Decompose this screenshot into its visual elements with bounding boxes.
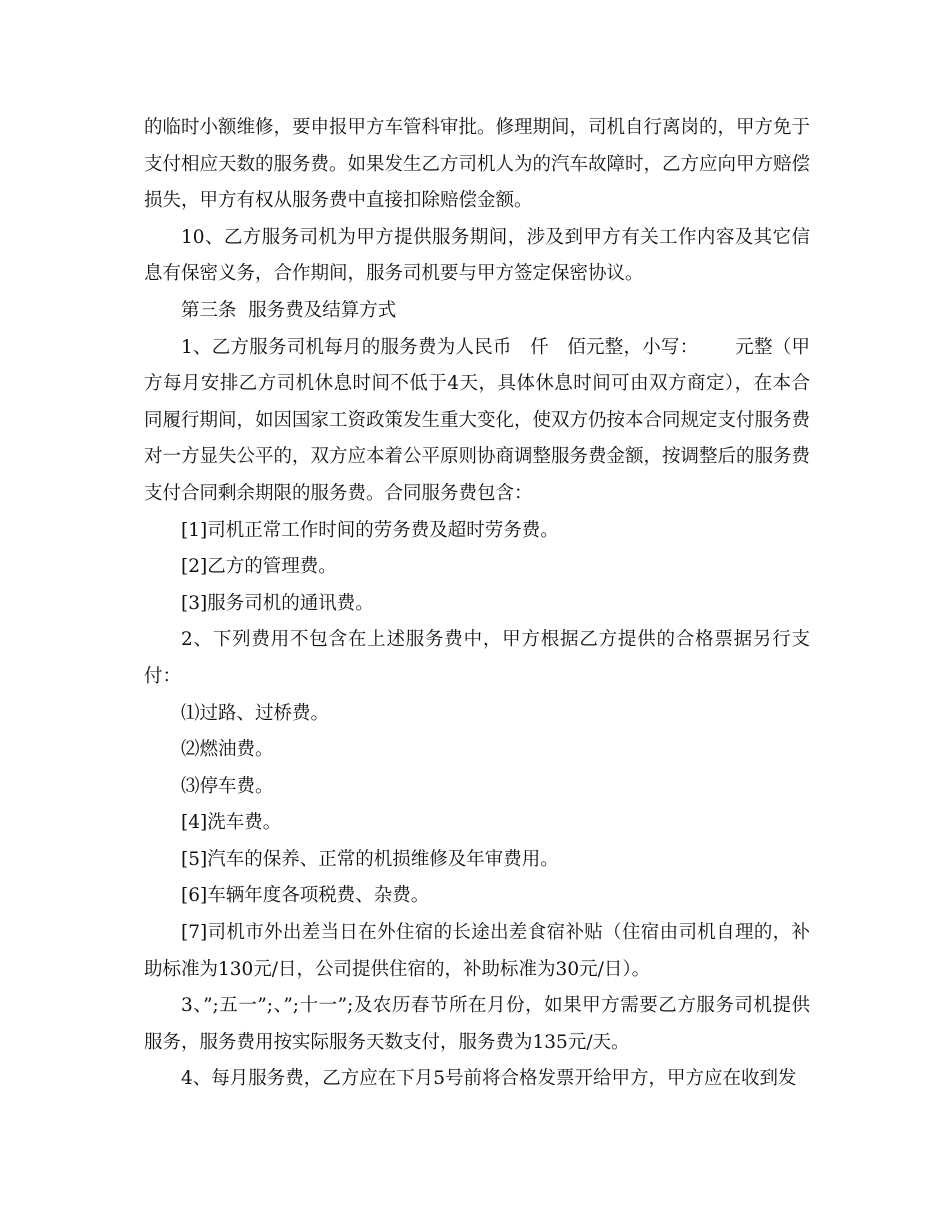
list-item: ⑵燃油费。 [181, 739, 274, 761]
paragraph: 2、下列费用不包含在上述服务费中，甲方根据乙方提供的合格票据另行支付： [144, 629, 810, 687]
list-item: [2]乙方的管理费。 [181, 556, 337, 578]
document-body [144, 110, 810, 1098]
section-heading: 第三条 服务费及结算方式 [181, 299, 397, 321]
list-item: [5]汽车的保养、正常的机损维修及年审费用。 [181, 848, 559, 870]
paragraph: 3、”;五一”;、”;十一”;及农历春节所在月份，如果甲方需要乙方服务司机提供服务，服务费用按实际服务天数支付，服务费为135元/天。 [144, 995, 810, 1053]
list-item: [7]司机市外出差当日在外住宿的长途出差食宿补贴（住宿由司机自理的，补助标准为130元/日，公司提供住宿的，补助标准为30元/日）。 [144, 922, 810, 980]
paragraph: 4、每月服务费，乙方应在下月5号前将合格发票开给甲方，甲方应在收到发 [181, 1068, 797, 1090]
list-item: [6]车辆年度各项税费、杂费。 [181, 885, 430, 907]
list-item: [4]洗车费。 [181, 812, 282, 834]
list-item: [1]司机正常工作时间的劳务费及超时劳务费。 [181, 519, 559, 541]
list-item: ⑶停车费。 [181, 775, 274, 797]
paragraph: 1、乙方服务司机每月的服务费为人民币 仟 佰元整，小写： 元整（甲方每月安排乙方司机休息时间不低于4天，具体休息时间可由双方商定），在本合同履行期间，如因国家工资政策发生重大变化，使双方仍按本合同规定支付服务费对一方显失公平的，双方应本着公平原则协商调整服务费金额，按调整后的服务费支付合同剩余期限的服务费。合同服务费包含： [144, 336, 811, 504]
list-item: [3]服务司机的通讯费。 [181, 592, 374, 614]
list-item: ⑴过路、过桥费。 [181, 702, 330, 724]
paragraph: 的临时小额维修，要申报甲方车管科审批。修理期间，司机自行离岗的，甲方免于支付相应天数的服务费。如果发生乙方司机人为的汽车故障时，乙方应向甲方赔偿损失，甲方有权从服务费中直接扣除赔偿金额。 [144, 117, 811, 212]
paragraph: 10、乙方服务司机为甲方提供服务期间，涉及到甲方有关工作内容及其它信息有保密义务，合作期间，服务司机要与甲方签定保密协议。 [144, 226, 810, 285]
